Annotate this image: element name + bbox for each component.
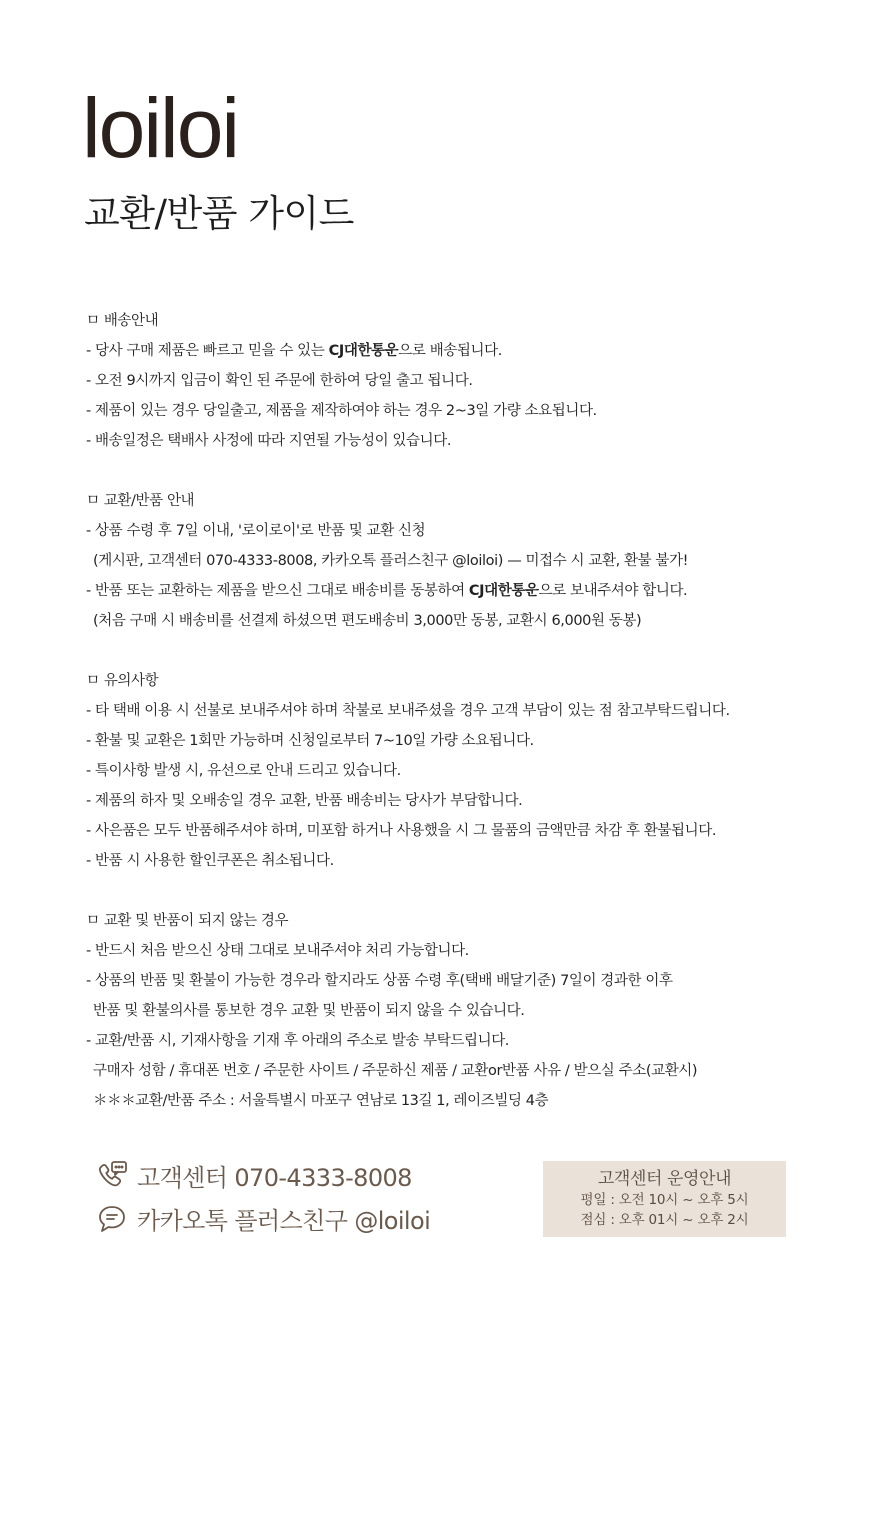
guide-line: - 반품 또는 교환하는 제품을 받으신 그대로 배송비를 동봉하여 CJ대한통운으로 보내주셔야 합니다.: [86, 583, 688, 599]
hours-weekday: 평일 : 오전 10시 ~ 오후 5시: [580, 1192, 749, 1208]
guide-line: - 타 택배 이용 시 선불로 보내주셔야 하며 착불로 보내주셨을 경우 고객 부담이 있는 점 참고부탁드립니다.: [86, 703, 730, 719]
guide-line: - 사은품은 모두 반품해주셔야 하며, 미포함 하거나 사용했을 시 그 물품의 금액만큼 차감 후 환불됩니다.: [86, 823, 717, 839]
section-heading: ㅁ 배송안내: [86, 313, 159, 329]
guide-line: (처음 구매 시 배송비를 선결제 하셨으면 편도배송비 3,000만 동봉, 교환시 6,000원 동봉): [93, 613, 642, 629]
section-not-returnable: [86, 906, 846, 1116]
section-heading: ㅁ 유의사항: [86, 673, 159, 689]
phone-chat-icon: [96, 1160, 128, 1192]
hours-title: 고객센터 운영안내: [597, 1169, 732, 1189]
section-exchange-return: [86, 486, 846, 636]
guide-line: - 특이사항 발생 시, 유선으로 안내 드리고 있습니다.: [86, 763, 401, 779]
return-address: ＊＊＊교환/반품 주소 : 서울특별시 마포구 연남로 13길 1, 레이즈빌딩 4층: [93, 1093, 549, 1109]
section-notes: [86, 666, 846, 876]
guide-line: - 환불 및 교환은 1회만 가능하며 신청일로부터 7~10일 가량 소요됩니다.: [86, 733, 534, 749]
contact-kakao[interactable]: [96, 1201, 430, 1236]
guide-line: (게시판, 고객센터 070-4333-8008, 카카오톡 플러스친구 @loiloi) — 미접수 시 교환, 환불 불가!: [93, 553, 689, 569]
contact-phone[interactable]: [96, 1158, 412, 1193]
guide-content: [86, 306, 846, 1116]
section-shipping: [86, 306, 846, 456]
guide-line: - 반품 시 사용한 할인쿠폰은 취소됩니다.: [86, 853, 334, 869]
guide-line: - 제품의 하자 및 오배송일 경우 교환, 반품 배송비는 당사가 부담합니다.: [86, 793, 523, 809]
brand-logo: loiloi: [82, 81, 239, 175]
page-title: 교환/반품 가이드: [84, 192, 354, 235]
guide-line: - 제품이 있는 경우 당일출고, 제품을 제작하여야 하는 경우 2~3일 가량 소요됩니다.: [86, 403, 597, 419]
guide-line: - 반드시 처음 받으신 상태 그대로 보내주셔야 처리 가능합니다.: [86, 943, 469, 959]
kakao-label: 카카오톡 플러스친구 @loiloi: [137, 1207, 431, 1235]
customer-center-hours: [543, 1161, 786, 1237]
chat-bubble-icon: [96, 1203, 128, 1235]
guide-line: - 오전 9시까지 입금이 확인 된 주문에 한하여 당일 출고 됩니다.: [86, 373, 473, 389]
guide-line: 구매자 성함 / 휴대폰 번호 / 주문한 사이트 / 주문하신 제품 / 교환or반품 사유 / 받으실 주소(교환시): [93, 1063, 698, 1079]
guide-line: - 교환/반품 시, 기재사항을 기재 후 아래의 주소로 발송 부탁드립니다.: [86, 1033, 510, 1049]
guide-line: - 배송일정은 택배사 사정에 따라 지연될 가능성이 있습니다.: [86, 433, 452, 449]
guide-line: - 당사 구매 제품은 빠르고 믿을 수 있는 CJ대한통운으로 배송됩니다.: [86, 343, 502, 359]
hours-lunch: 점심 : 오후 01시 ~ 오후 2시: [580, 1212, 749, 1228]
phone-label: 고객센터 070-4333-8008: [137, 1164, 412, 1192]
guide-line: 반품 및 환불의사를 통보한 경우 교환 및 반품이 되지 않을 수 있습니다.: [93, 1003, 525, 1019]
guide-line: - 상품의 반품 및 환불이 가능한 경우라 할지라도 상품 수령 후(택배 배달기준) 7일이 경과한 이후: [86, 973, 673, 989]
section-heading: ㅁ 교환/반품 안내: [86, 493, 195, 509]
guide-line: - 상품 수령 후 7일 이내, '로이로이'로 반품 및 교환 신청: [86, 523, 426, 539]
section-heading: ㅁ 교환 및 반품이 되지 않는 경우: [86, 913, 289, 929]
